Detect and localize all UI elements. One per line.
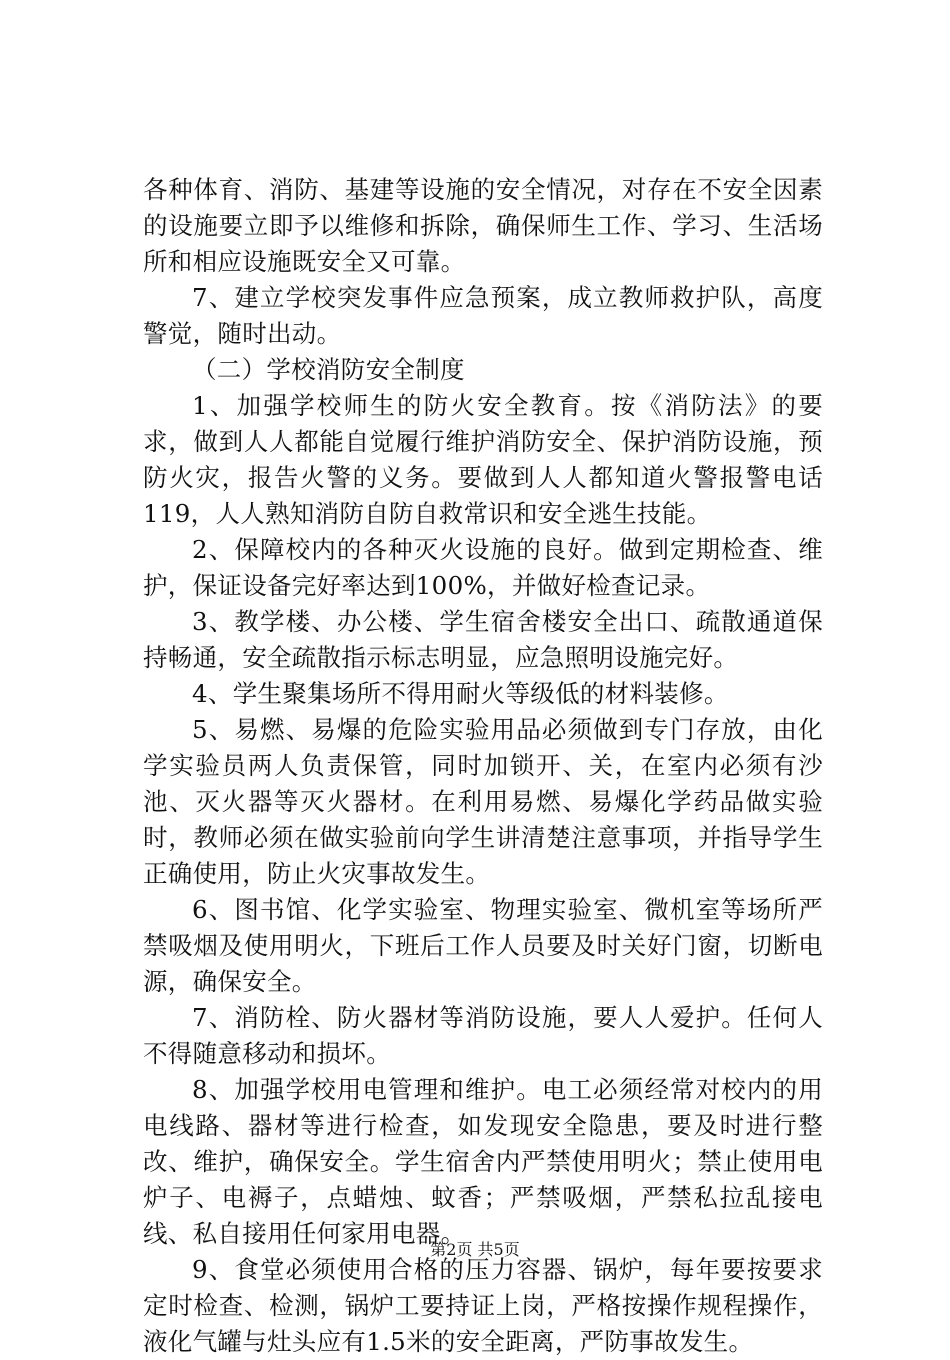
paragraph-item-7: 7、消防栓、防火器材等消防设施，要人人爱护。任何人不得随意移动和损坏。 <box>143 1003 823 1068</box>
document-body <box>143 172 823 1360</box>
paragraph-item-2: 2、保障校内的各种灭火设施的良好。做到定期检查、维护，保证设备完好率达到100%，并做好检查记录。 <box>143 535 823 600</box>
paragraph-item-5: 5、易燃、易爆的危险实验用品必须做到专门存放，由化学实验员两人负责保管，同时加锁开、关，在室内必须有沙池、灭火器等灭火器材。在利用易燃、易爆化学药品做实验时，教师必须在做实验前向学生讲清楚注意事项，并指导学生正确使用，防止火灾事故发生。 <box>143 715 823 888</box>
paragraph-item-4: 4、学生聚集场所不得用耐火等级低的材料装修。 <box>192 679 729 708</box>
paragraph-item-6: 6、图书馆、化学实验室、物理实验室、微机室等场所严禁吸烟及使用明火，下班后工作人员要及时关好门窗，切断电源，确保安全。 <box>143 895 823 996</box>
page-footer: 第2页 共5页 <box>430 1240 520 1259</box>
section-heading-fire-safety: （二）学校消防安全制度 <box>192 355 465 384</box>
paragraph-item-9: 9、食堂必须使用合格的压力容器、锅炉，每年要按要求定时检查、检测，锅炉工要持证上岗，严格按操作规程操作，液化气罐与灶头应有1.5米的安全距离，严防事故发生。 <box>143 1255 823 1356</box>
paragraph-continuation: 各种体育、消防、基建等设施的安全情况，对存在不安全因素的设施要立即予以维修和拆除，确保师生工作、学习、生活场所和相应设施既安全又可靠。 <box>143 175 823 276</box>
paragraph-item-7-emergency: 7、建立学校突发事件应急预案，成立教师救护队，高度警觉，随时出动。 <box>143 283 823 348</box>
paragraph-item-8: 8、加强学校用电管理和维护。电工必须经常对校内的用电线路、器材等进行检查，如发现安全隐患，要及时进行整改、维护，确保安全。学生宿舍内严禁使用明火；禁止使用电炉子、电褥子，点蜡烛、蚊香；严禁吸烟，严禁私拉乱接电线、私自接用任何家用电器。 <box>143 1075 823 1248</box>
paragraph-item-1: 1、加强学校师生的防火安全教育。按《消防法》的要求，做到人人都能自觉履行维护消防安全、保护消防设施，预防火灾，报告火警的义务。要做到人人都知道火警报警电话119，人人熟知消防自防自救常识和安全逃生技能。 <box>143 391 823 528</box>
paragraph-item-3: 3、教学楼、办公楼、学生宿舍楼安全出口、疏散通道保持畅通，安全疏散指示标志明显，应急照明设施完好。 <box>143 607 823 672</box>
